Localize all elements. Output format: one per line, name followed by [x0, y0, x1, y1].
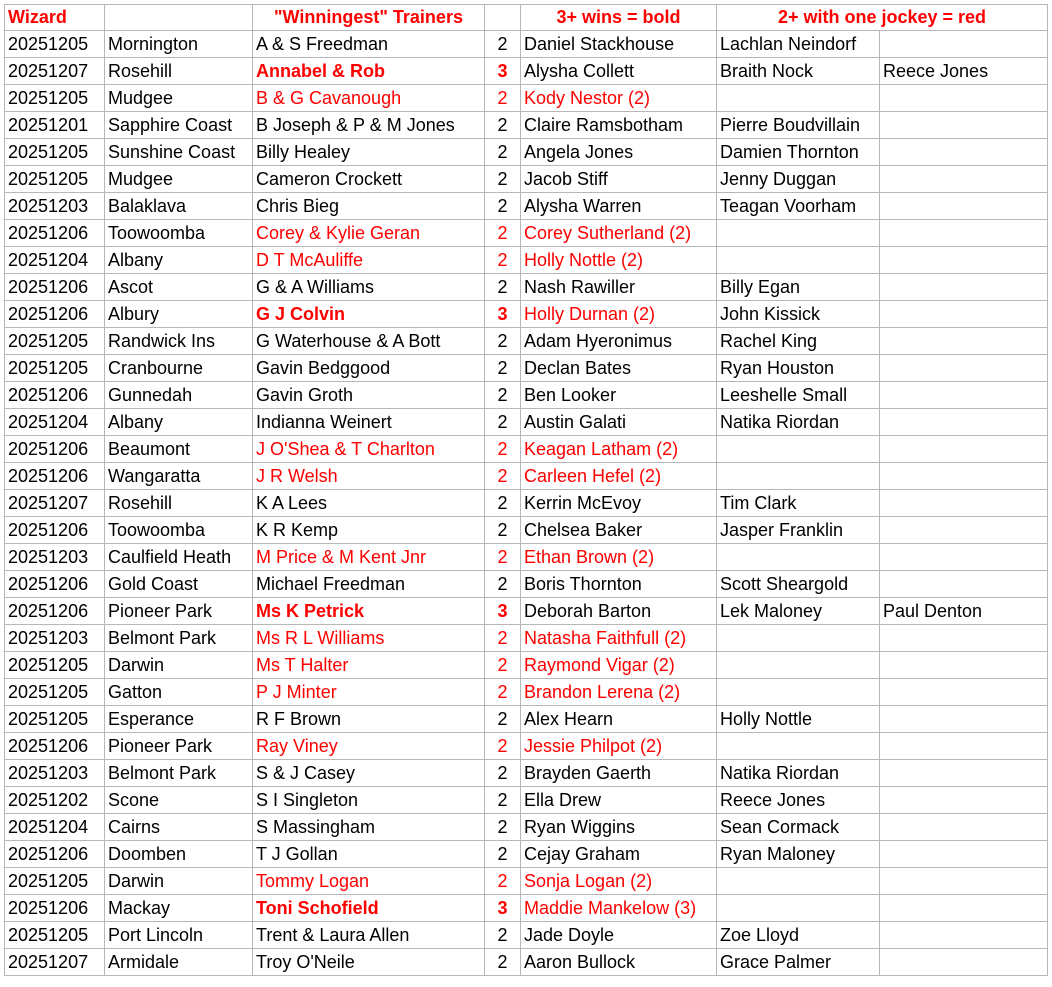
cell-wins[interactable]: 2	[485, 85, 521, 112]
cell-date[interactable]: 20251205	[5, 139, 105, 166]
cell-jockey-1[interactable]: Ryan Wiggins	[521, 814, 717, 841]
cell-trainer[interactable]: P J Minter	[253, 679, 485, 706]
cell-date[interactable]: 20251206	[5, 463, 105, 490]
cell-jockey-1[interactable]: Boris Thornton	[521, 571, 717, 598]
cell-date[interactable]: 20251205	[5, 355, 105, 382]
cell-wins[interactable]: 2	[485, 220, 521, 247]
cell-venue[interactable]: Darwin	[105, 652, 253, 679]
cell-jockey-2[interactable]: Rachel King	[717, 328, 880, 355]
cell-trainer[interactable]: Corey & Kylie Geran	[253, 220, 485, 247]
table-row	[5, 247, 1048, 274]
cell-date[interactable]: 20251205	[5, 868, 105, 895]
cell-wins[interactable]: 2	[485, 544, 521, 571]
cell-jockey-3[interactable]	[880, 490, 1048, 517]
cell-jockey-3[interactable]	[880, 949, 1048, 976]
cell-jockey-2[interactable]	[717, 679, 880, 706]
cell-wins[interactable]: 3	[485, 58, 521, 85]
cell-date[interactable]: 20251203	[5, 193, 105, 220]
cell-venue[interactable]: Pioneer Park	[105, 733, 253, 760]
cell-venue[interactable]: Scone	[105, 787, 253, 814]
table-row	[5, 436, 1048, 463]
cell-jockey-3[interactable]	[880, 247, 1048, 274]
cell-date[interactable]: 20251203	[5, 625, 105, 652]
cell-venue[interactable]: Armidale	[105, 949, 253, 976]
cell-wins[interactable]: 2	[485, 652, 521, 679]
cell-jockey-2[interactable]: Jasper Franklin	[717, 517, 880, 544]
cell-date[interactable]: 20251204	[5, 814, 105, 841]
cell-jockey-1[interactable]: Maddie Mankelow (3)	[521, 895, 717, 922]
cell-jockey-3[interactable]	[880, 922, 1048, 949]
cell-wins[interactable]: 2	[485, 922, 521, 949]
table-row	[5, 220, 1048, 247]
table-row	[5, 868, 1048, 895]
table-row	[5, 679, 1048, 706]
cell-jockey-3[interactable]	[880, 787, 1048, 814]
cell-wins[interactable]: 2	[485, 274, 521, 301]
cell-wins[interactable]: 2	[485, 814, 521, 841]
cell-date[interactable]: 20251207	[5, 490, 105, 517]
cell-trainer[interactable]: D T McAuliffe	[253, 247, 485, 274]
table-row	[5, 301, 1048, 328]
cell-jockey-2[interactable]: Reece Jones	[717, 787, 880, 814]
cell-date[interactable]: 20251206	[5, 436, 105, 463]
cell-date[interactable]: 20251206	[5, 382, 105, 409]
cell-jockey-1[interactable]: Kody Nestor (2)	[521, 85, 717, 112]
cell-date[interactable]: 20251205	[5, 166, 105, 193]
cell-venue[interactable]: Port Lincoln	[105, 922, 253, 949]
cell-venue[interactable]: Doomben	[105, 841, 253, 868]
table-row	[5, 409, 1048, 436]
cell-venue[interactable]: Cairns	[105, 814, 253, 841]
cell-jockey-3[interactable]	[880, 868, 1048, 895]
cell-jockey-2[interactable]: Tim Clark	[717, 490, 880, 517]
cell-jockey-1[interactable]: Jessie Philpot (2)	[521, 733, 717, 760]
cell-trainer[interactable]: J R Welsh	[253, 463, 485, 490]
cell-jockey-3[interactable]: Paul Denton	[880, 598, 1048, 625]
cell-jockey-2[interactable]	[717, 463, 880, 490]
cell-wins[interactable]: 2	[485, 787, 521, 814]
header-wins[interactable]	[485, 5, 521, 31]
cell-jockey-3[interactable]	[880, 463, 1048, 490]
cell-venue[interactable]: Toowoomba	[105, 517, 253, 544]
cell-jockey-2[interactable]	[717, 868, 880, 895]
cell-wins[interactable]: 3	[485, 895, 521, 922]
cell-jockey-1[interactable]: Holly Durnan (2)	[521, 301, 717, 328]
cell-jockey-3[interactable]	[880, 895, 1048, 922]
cell-jockey-1[interactable]: Sonja Logan (2)	[521, 868, 717, 895]
cell-venue[interactable]: Albany	[105, 409, 253, 436]
cell-jockey-3[interactable]	[880, 139, 1048, 166]
cell-venue[interactable]: Gatton	[105, 679, 253, 706]
cell-jockey-2[interactable]	[717, 220, 880, 247]
cell-venue[interactable]: Gold Coast	[105, 571, 253, 598]
cell-trainer[interactable]: Ms T Halter	[253, 652, 485, 679]
cell-jockey-3[interactable]	[880, 652, 1048, 679]
cell-jockey-2[interactable]: Damien Thornton	[717, 139, 880, 166]
cell-date[interactable]: 20251205	[5, 679, 105, 706]
cell-jockey-2[interactable]: Billy Egan	[717, 274, 880, 301]
cell-date[interactable]: 20251203	[5, 760, 105, 787]
cell-jockey-3[interactable]	[880, 517, 1048, 544]
cell-venue[interactable]: Gunnedah	[105, 382, 253, 409]
cell-trainer[interactable]: Ms K Petrick	[253, 598, 485, 625]
cell-trainer[interactable]: Michael Freedman	[253, 571, 485, 598]
cell-trainer[interactable]: R F Brown	[253, 706, 485, 733]
cell-wins[interactable]: 2	[485, 139, 521, 166]
cell-wins[interactable]: 2	[485, 193, 521, 220]
cell-date[interactable]: 20251206	[5, 733, 105, 760]
cell-wins[interactable]: 2	[485, 868, 521, 895]
cell-jockey-1[interactable]: Alex Hearn	[521, 706, 717, 733]
cell-jockey-3[interactable]	[880, 841, 1048, 868]
cell-jockey-2[interactable]: Lachlan Neindorf	[717, 31, 880, 58]
cell-venue[interactable]: Mornington	[105, 31, 253, 58]
cell-jockey-3[interactable]	[880, 544, 1048, 571]
cell-date[interactable]: 20251206	[5, 220, 105, 247]
cell-date[interactable]: 20251203	[5, 544, 105, 571]
cell-venue[interactable]: Beaumont	[105, 436, 253, 463]
cell-jockey-1[interactable]: Adam Hyeronimus	[521, 328, 717, 355]
cell-jockey-1[interactable]: Ben Looker	[521, 382, 717, 409]
cell-trainer[interactable]: T J Gollan	[253, 841, 485, 868]
cell-date[interactable]: 20251206	[5, 274, 105, 301]
cell-trainer[interactable]: S & J Casey	[253, 760, 485, 787]
cell-jockey-2[interactable]	[717, 625, 880, 652]
table-row	[5, 787, 1048, 814]
cell-jockey-3[interactable]	[880, 274, 1048, 301]
cell-venue[interactable]: Sapphire Coast	[105, 112, 253, 139]
cell-date[interactable]: 20251205	[5, 85, 105, 112]
table-row	[5, 571, 1048, 598]
table-row	[5, 166, 1048, 193]
cell-venue[interactable]: Rosehill	[105, 490, 253, 517]
cell-trainer[interactable]: A & S Freedman	[253, 31, 485, 58]
cell-jockey-1[interactable]: Aaron Bullock	[521, 949, 717, 976]
cell-venue[interactable]: Balaklava	[105, 193, 253, 220]
table-row	[5, 112, 1048, 139]
cell-jockey-2[interactable]: Grace Palmer	[717, 949, 880, 976]
cell-venue[interactable]: Mudgee	[105, 85, 253, 112]
cell-jockey-3[interactable]	[880, 193, 1048, 220]
header-venue[interactable]	[105, 5, 253, 31]
cell-trainer[interactable]: Ray Viney	[253, 733, 485, 760]
cell-date[interactable]: 20251205	[5, 652, 105, 679]
cell-trainer[interactable]: Trent & Laura Allen	[253, 922, 485, 949]
table-row	[5, 625, 1048, 652]
table-row	[5, 544, 1048, 571]
cell-venue[interactable]: Ascot	[105, 274, 253, 301]
table-row	[5, 922, 1048, 949]
cell-date[interactable]: 20251206	[5, 301, 105, 328]
cell-date[interactable]: 20251202	[5, 787, 105, 814]
cell-wins[interactable]: 2	[485, 949, 521, 976]
cell-date[interactable]: 20251206	[5, 895, 105, 922]
table-row	[5, 193, 1048, 220]
cell-venue[interactable]: Wangaratta	[105, 463, 253, 490]
cell-wins[interactable]: 2	[485, 760, 521, 787]
cell-jockey-3[interactable]	[880, 301, 1048, 328]
cell-wins[interactable]: 2	[485, 409, 521, 436]
table-row	[5, 463, 1048, 490]
table-row	[5, 598, 1048, 625]
cell-jockey-1[interactable]: Daniel Stackhouse	[521, 31, 717, 58]
cell-date[interactable]: 20251204	[5, 409, 105, 436]
header-red-note[interactable]: 2+ with one jockey = red	[717, 5, 1048, 31]
cell-venue[interactable]: Pioneer Park	[105, 598, 253, 625]
cell-date[interactable]: 20251205	[5, 31, 105, 58]
cell-trainer[interactable]: Tommy Logan	[253, 868, 485, 895]
cell-trainer[interactable]: B Joseph & P & M Jones	[253, 112, 485, 139]
cell-trainer[interactable]: Troy O'Neile	[253, 949, 485, 976]
cell-jockey-2[interactable]	[717, 436, 880, 463]
cell-jockey-1[interactable]: Holly Nottle (2)	[521, 247, 717, 274]
cell-jockey-1[interactable]: Ella Drew	[521, 787, 717, 814]
cell-jockey-2[interactable]: Zoe Lloyd	[717, 922, 880, 949]
cell-jockey-1[interactable]: Raymond Vigar (2)	[521, 652, 717, 679]
cell-trainer[interactable]: S I Singleton	[253, 787, 485, 814]
cell-date[interactable]: 20251206	[5, 841, 105, 868]
cell-jockey-3[interactable]	[880, 31, 1048, 58]
cell-jockey-2[interactable]	[717, 652, 880, 679]
cell-wins[interactable]: 2	[485, 625, 521, 652]
cell-wins[interactable]: 2	[485, 355, 521, 382]
table-row	[5, 760, 1048, 787]
cell-wins[interactable]: 3	[485, 301, 521, 328]
cell-jockey-3[interactable]	[880, 733, 1048, 760]
cell-jockey-2[interactable]: Braith Nock	[717, 58, 880, 85]
cell-venue[interactable]: Belmont Park	[105, 625, 253, 652]
table-row	[5, 355, 1048, 382]
cell-jockey-2[interactable]: Teagan Voorham	[717, 193, 880, 220]
table-row	[5, 31, 1048, 58]
cell-wins[interactable]: 2	[485, 166, 521, 193]
cell-trainer[interactable]: Indianna Weinert	[253, 409, 485, 436]
cell-jockey-1[interactable]: Carleen Hefel (2)	[521, 463, 717, 490]
cell-venue[interactable]: Albury	[105, 301, 253, 328]
cell-jockey-1[interactable]: Claire Ramsbotham	[521, 112, 717, 139]
header-row	[5, 5, 1048, 31]
cell-date[interactable]: 20251204	[5, 247, 105, 274]
cell-venue[interactable]: Sunshine Coast	[105, 139, 253, 166]
cell-wins[interactable]: 2	[485, 571, 521, 598]
cell-wins[interactable]: 2	[485, 463, 521, 490]
cell-jockey-3[interactable]	[880, 706, 1048, 733]
cell-trainer[interactable]: Gavin Groth	[253, 382, 485, 409]
cell-jockey-2[interactable]: Lek Maloney	[717, 598, 880, 625]
cell-trainer[interactable]: Ms R L Williams	[253, 625, 485, 652]
cell-wins[interactable]: 2	[485, 436, 521, 463]
cell-jockey-3[interactable]: Reece Jones	[880, 58, 1048, 85]
cell-venue[interactable]: Darwin	[105, 868, 253, 895]
cell-jockey-1[interactable]: Nash Rawiller	[521, 274, 717, 301]
cell-date[interactable]: 20251205	[5, 328, 105, 355]
cell-venue[interactable]: Randwick Ins	[105, 328, 253, 355]
cell-jockey-2[interactable]: Sean Cormack	[717, 814, 880, 841]
cell-jockey-1[interactable]: Keagan Latham (2)	[521, 436, 717, 463]
cell-jockey-2[interactable]	[717, 544, 880, 571]
cell-jockey-1[interactable]: Chelsea Baker	[521, 517, 717, 544]
cell-jockey-3[interactable]	[880, 436, 1048, 463]
cell-date[interactable]: 20251206	[5, 571, 105, 598]
cell-date[interactable]: 20251205	[5, 922, 105, 949]
table-row	[5, 949, 1048, 976]
cell-trainer[interactable]: M Price & M Kent Jnr	[253, 544, 485, 571]
cell-venue[interactable]: Albany	[105, 247, 253, 274]
cell-jockey-2[interactable]: Pierre Boudvillain	[717, 112, 880, 139]
cell-jockey-3[interactable]	[880, 814, 1048, 841]
cell-jockey-2[interactable]: Leeshelle Small	[717, 382, 880, 409]
cell-jockey-3[interactable]	[880, 760, 1048, 787]
cell-date[interactable]: 20251206	[5, 517, 105, 544]
cell-jockey-1[interactable]: Jade Doyle	[521, 922, 717, 949]
table-row	[5, 706, 1048, 733]
cell-trainer[interactable]: Gavin Bedggood	[253, 355, 485, 382]
cell-trainer[interactable]: G Waterhouse & A Bott	[253, 328, 485, 355]
header-trainer[interactable]: "Winningest" Trainers	[253, 5, 485, 31]
cell-jockey-3[interactable]	[880, 112, 1048, 139]
table-row	[5, 733, 1048, 760]
cell-jockey-3[interactable]	[880, 409, 1048, 436]
cell-jockey-1[interactable]: Deborah Barton	[521, 598, 717, 625]
cell-trainer[interactable]: Toni Schofield	[253, 895, 485, 922]
cell-trainer[interactable]: J O'Shea & T Charlton	[253, 436, 485, 463]
cell-wins[interactable]: 2	[485, 31, 521, 58]
cell-jockey-3[interactable]	[880, 328, 1048, 355]
table-row	[5, 58, 1048, 85]
cell-trainer[interactable]: Billy Healey	[253, 139, 485, 166]
cell-jockey-1[interactable]: Declan Bates	[521, 355, 717, 382]
cell-jockey-2[interactable]: Ryan Maloney	[717, 841, 880, 868]
cell-wins[interactable]: 2	[485, 490, 521, 517]
cell-jockey-2[interactable]: Ryan Houston	[717, 355, 880, 382]
cell-wins[interactable]: 2	[485, 517, 521, 544]
cell-trainer[interactable]: G & A Williams	[253, 274, 485, 301]
cell-trainer[interactable]: Chris Bieg	[253, 193, 485, 220]
cell-wins[interactable]: 2	[485, 247, 521, 274]
cell-venue[interactable]: Cranbourne	[105, 355, 253, 382]
trainers-spreadsheet	[4, 4, 1048, 976]
cell-jockey-2[interactable]: Scott Sheargold	[717, 571, 880, 598]
table-row	[5, 328, 1048, 355]
table-row	[5, 517, 1048, 544]
cell-trainer[interactable]: K A Lees	[253, 490, 485, 517]
cell-wins[interactable]: 2	[485, 328, 521, 355]
cell-wins[interactable]: 3	[485, 598, 521, 625]
cell-jockey-1[interactable]: Brandon Lerena (2)	[521, 679, 717, 706]
cell-trainer[interactable]: G J Colvin	[253, 301, 485, 328]
cell-wins[interactable]: 2	[485, 733, 521, 760]
cell-venue[interactable]: Rosehill	[105, 58, 253, 85]
cell-jockey-2[interactable]: Holly Nottle	[717, 706, 880, 733]
cell-wins[interactable]: 2	[485, 679, 521, 706]
cell-venue[interactable]: Belmont Park	[105, 760, 253, 787]
cell-trainer[interactable]: Annabel & Rob	[253, 58, 485, 85]
cell-wins[interactable]: 2	[485, 112, 521, 139]
cell-date[interactable]: 20251206	[5, 598, 105, 625]
cell-date[interactable]: 20251205	[5, 706, 105, 733]
cell-jockey-2[interactable]: Jenny Duggan	[717, 166, 880, 193]
table-row	[5, 814, 1048, 841]
cell-date[interactable]: 20251201	[5, 112, 105, 139]
cell-venue[interactable]: Mackay	[105, 895, 253, 922]
cell-venue[interactable]: Mudgee	[105, 166, 253, 193]
cell-venue[interactable]: Caulfield Heath	[105, 544, 253, 571]
table-row	[5, 490, 1048, 517]
cell-jockey-1[interactable]: Corey Sutherland (2)	[521, 220, 717, 247]
cell-date[interactable]: 20251207	[5, 58, 105, 85]
table-row	[5, 139, 1048, 166]
cell-trainer[interactable]: B & G Cavanough	[253, 85, 485, 112]
header-date[interactable]: Wizard	[5, 5, 105, 31]
header-bold-note[interactable]: 3+ wins = bold	[521, 5, 717, 31]
cell-jockey-1[interactable]: Kerrin McEvoy	[521, 490, 717, 517]
cell-jockey-2[interactable]	[717, 247, 880, 274]
cell-jockey-3[interactable]	[880, 625, 1048, 652]
cell-venue[interactable]: Toowoomba	[105, 220, 253, 247]
cell-jockey-2[interactable]: Natika Riordan	[717, 409, 880, 436]
cell-trainer[interactable]: S Massingham	[253, 814, 485, 841]
cell-jockey-1[interactable]: Angela Jones	[521, 139, 717, 166]
cell-date[interactable]: 20251207	[5, 949, 105, 976]
cell-jockey-1[interactable]: Brayden Gaerth	[521, 760, 717, 787]
cell-jockey-3[interactable]	[880, 85, 1048, 112]
cell-jockey-1[interactable]: Natasha Faithfull (2)	[521, 625, 717, 652]
cell-jockey-1[interactable]: Alysha Collett	[521, 58, 717, 85]
cell-jockey-3[interactable]	[880, 571, 1048, 598]
table-row	[5, 382, 1048, 409]
cell-jockey-1[interactable]: Ethan Brown (2)	[521, 544, 717, 571]
cell-jockey-3[interactable]	[880, 220, 1048, 247]
cell-wins[interactable]: 2	[485, 382, 521, 409]
cell-trainer[interactable]: Cameron Crockett	[253, 166, 485, 193]
cell-trainer[interactable]: K R Kemp	[253, 517, 485, 544]
cell-jockey-2[interactable]	[717, 85, 880, 112]
cell-jockey-3[interactable]	[880, 382, 1048, 409]
cell-jockey-1[interactable]: Austin Galati	[521, 409, 717, 436]
cell-jockey-3[interactable]	[880, 355, 1048, 382]
table-row	[5, 841, 1048, 868]
cell-jockey-2[interactable]	[717, 895, 880, 922]
cell-jockey-2[interactable]: John Kissick	[717, 301, 880, 328]
table-row	[5, 274, 1048, 301]
cell-jockey-1[interactable]: Alysha Warren	[521, 193, 717, 220]
cell-jockey-3[interactable]	[880, 166, 1048, 193]
cell-jockey-3[interactable]	[880, 679, 1048, 706]
cell-jockey-1[interactable]: Cejay Graham	[521, 841, 717, 868]
table-row	[5, 85, 1048, 112]
table-row	[5, 652, 1048, 679]
cell-wins[interactable]: 2	[485, 706, 521, 733]
cell-wins[interactable]: 2	[485, 841, 521, 868]
cell-jockey-2[interactable]: Natika Riordan	[717, 760, 880, 787]
cell-jockey-2[interactable]	[717, 733, 880, 760]
cell-jockey-1[interactable]: Jacob Stiff	[521, 166, 717, 193]
cell-venue[interactable]: Esperance	[105, 706, 253, 733]
table-row	[5, 895, 1048, 922]
